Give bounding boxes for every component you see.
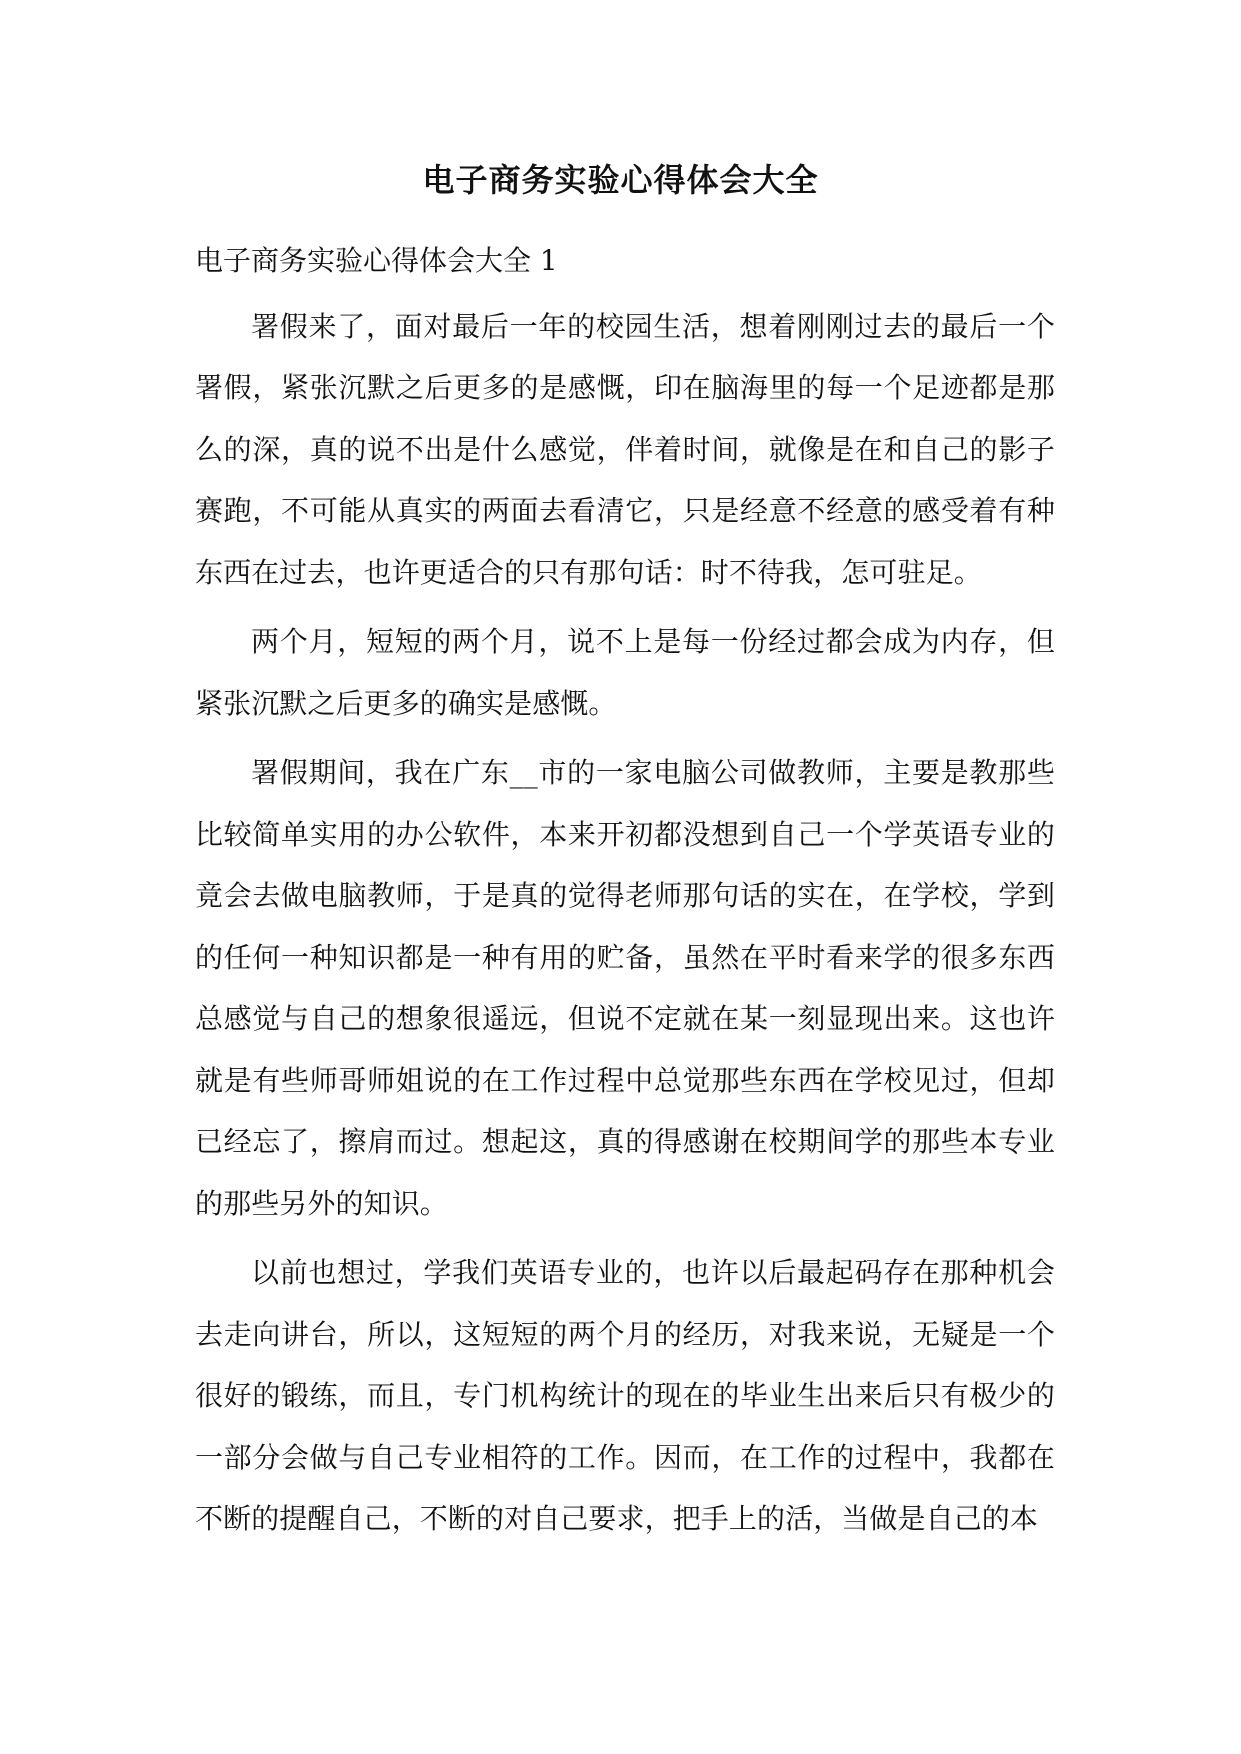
paragraph-1: 署假来了，面对最后一年的校园生活，想着刚刚过去的最后一个署假，紧张沉默之后更多的是感慨，印在脑海里的每一个足迹都是那么的深，真的说不出是什么感觉，伴着时间，就像是在和自己的影子赛跑，不可能从真实的两面去看清它，只是经意不经意的感受着有种东西在过去，也许更适合的只有那句话：时不待我，怎可驻足。 [195, 309, 1055, 589]
document-title: 电子商务实验心得体会大全 [422, 161, 819, 199]
paragraph-3: 署假期间，我在广东__市的一家电脑公司做教师，主要是教那些比较简单实用的办公软件，本来开初都没想到自己一个学英语专业的竟会去做电脑教师，于是真的觉得老师那句话的实在，在学校，学到的任何一种知识都是一种有用的贮备，虽然在平时看来学的很多东西总感觉与自己的想象很遥远，但说不定就在某一刻显现出来。这也许就是有些师哥师姐说的在工作过程中总觉那些东西在学校见过，但却已经忘了，擦肩而过。想起这，真的得感谢在校期间学的那些本专业的那些另外的知识。 [195, 756, 1055, 1220]
document-body [195, 230, 1055, 1558]
paragraph-2: 两个月，短短的两个月，说不上是每一份经过都会成为内存，但紧张沉默之后更多的确实是感慨。 [195, 625, 1055, 720]
section-heading: 电子商务实验心得体会大全 1 [195, 244, 558, 277]
paragraph-4: 以前也想过，学我们英语专业的，也许以后最起码存在那种机会去走向讲台，所以，这短短的两个月的经历，对我来说，无疑是一个很好的锻练，而且，专门机构统计的现在的毕业生出来后只有极少的一部分会做与自己专业相符的工作。因而，在工作的过程中，我都在不断的提醒自己，不断的对自己要求，把手上的活，当做是自己的本 [195, 1256, 1055, 1535]
